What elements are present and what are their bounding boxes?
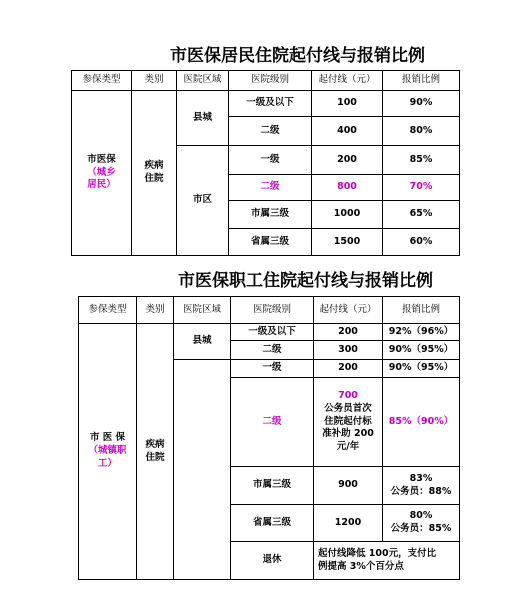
header-hospital-level: 医院级别	[231, 297, 314, 324]
ratio-cell: 92%（96%）	[383, 324, 460, 341]
ratio-cell	[383, 505, 460, 542]
resident-insurance-table	[71, 70, 460, 256]
header-ratio: 报销比例	[383, 297, 460, 324]
table-header-row	[79, 297, 460, 324]
threshold-cell: 1500	[312, 229, 383, 256]
ratio-cell: 70%	[383, 175, 460, 201]
threshold-cell: 1000	[312, 201, 383, 229]
threshold-note-line: 住院起付标	[324, 415, 372, 427]
ratio-cell: 85%	[383, 146, 460, 175]
threshold-cell: 300	[314, 341, 383, 360]
ratio-cell: 90%	[383, 91, 460, 117]
ratio-cell: 85%（90%）	[383, 378, 460, 467]
header-threshold: 起付线（元）	[312, 71, 383, 91]
level-cell: 省属三级	[229, 229, 312, 256]
level-cell: 一级及以下	[229, 91, 312, 117]
ratio-line: 80%	[409, 510, 433, 522]
employee-insurance-table	[78, 296, 460, 580]
level-cell: 一级及以下	[231, 324, 314, 341]
region-county: 县城	[174, 324, 231, 360]
level-cell: 二级	[231, 378, 314, 467]
header-region: 医院区域	[177, 71, 229, 91]
insurance-type-cell	[72, 91, 132, 256]
level-cell: 省属三级	[231, 505, 314, 542]
threshold-note-line: 元/年	[336, 441, 360, 453]
ratio-line: 公务员：85%	[390, 523, 452, 534]
level-cell: 市属三级	[231, 467, 314, 505]
ratio-cell: 90%（95%）	[383, 341, 460, 360]
insurance-type-cell	[79, 324, 137, 580]
table-row	[72, 91, 460, 117]
header-category: 类别	[137, 297, 174, 324]
threshold-value: 700	[338, 389, 358, 401]
header-category: 类别	[132, 71, 177, 91]
level-cell: 一级	[229, 146, 312, 175]
ratio-cell: 80%	[383, 117, 460, 146]
threshold-cell: 800	[312, 175, 383, 201]
category-line: 疾病	[144, 160, 164, 172]
table-header-row	[72, 71, 460, 91]
table-row	[79, 324, 460, 341]
level-cell: 二级	[229, 175, 312, 201]
header-ratio: 报销比例	[383, 71, 460, 91]
threshold-cell: 200	[314, 360, 383, 378]
threshold-note-line: 公务员首次	[324, 402, 372, 414]
threshold-cell: 200	[312, 146, 383, 175]
category-cell	[132, 91, 177, 256]
ratio-cell: 60%	[383, 229, 460, 256]
threshold-cell: 100	[312, 91, 383, 117]
threshold-cell	[314, 378, 383, 467]
retiree-note-line: 例提高 3%个百分点	[318, 560, 404, 572]
region-city-cell	[174, 360, 231, 580]
category-line: 疾病	[145, 438, 165, 450]
threshold-cell: 1200	[314, 505, 383, 542]
header-threshold: 起付线（元）	[314, 297, 383, 324]
level-cell: 二级	[229, 117, 312, 146]
insurance-type-line: 居民）	[87, 179, 116, 191]
ratio-cell: 90%（95%）	[383, 360, 460, 378]
region-city: 市区	[177, 146, 229, 256]
threshold-cell: 200	[314, 324, 383, 341]
header-insurance-type: 参保类型	[72, 71, 132, 91]
insurance-type-line: 工）	[97, 457, 117, 469]
retiree-note-line: 起付线降低 100元，支付比	[318, 547, 437, 559]
ratio-cell	[383, 467, 460, 505]
insurance-type-line: （城镇职	[88, 445, 127, 457]
level-cell: 退休	[231, 542, 314, 580]
insurance-type-line: 市医保	[87, 153, 116, 165]
category-line: 住院	[144, 173, 164, 184]
category-cell	[137, 324, 174, 580]
ratio-line: 83%	[409, 472, 433, 484]
level-cell: 市属三级	[229, 201, 312, 229]
table2-title: 市医保职工住院起付线与报销比例	[178, 271, 433, 291]
level-cell: 二级	[231, 341, 314, 360]
threshold-cell: 900	[314, 467, 383, 505]
header-insurance-type: 参保类型	[79, 297, 137, 324]
region-county: 县城	[177, 91, 229, 146]
threshold-note-line: 准补助 200	[322, 428, 374, 440]
insurance-type-line: 市 医 保	[89, 432, 126, 444]
category-line: 住院	[145, 451, 165, 463]
level-cell: 一级	[231, 360, 314, 378]
threshold-cell: 400	[312, 117, 383, 146]
retiree-note-cell	[314, 542, 460, 580]
ratio-line: 公务员：88%	[390, 485, 452, 497]
insurance-type-line: （城乡	[87, 166, 116, 178]
header-hospital-level: 医院级别	[229, 71, 312, 91]
table1-title: 市医保居民住院起付线与报销比例	[170, 46, 425, 66]
header-region: 医院区域	[174, 297, 231, 324]
ratio-cell: 65%	[383, 201, 460, 229]
